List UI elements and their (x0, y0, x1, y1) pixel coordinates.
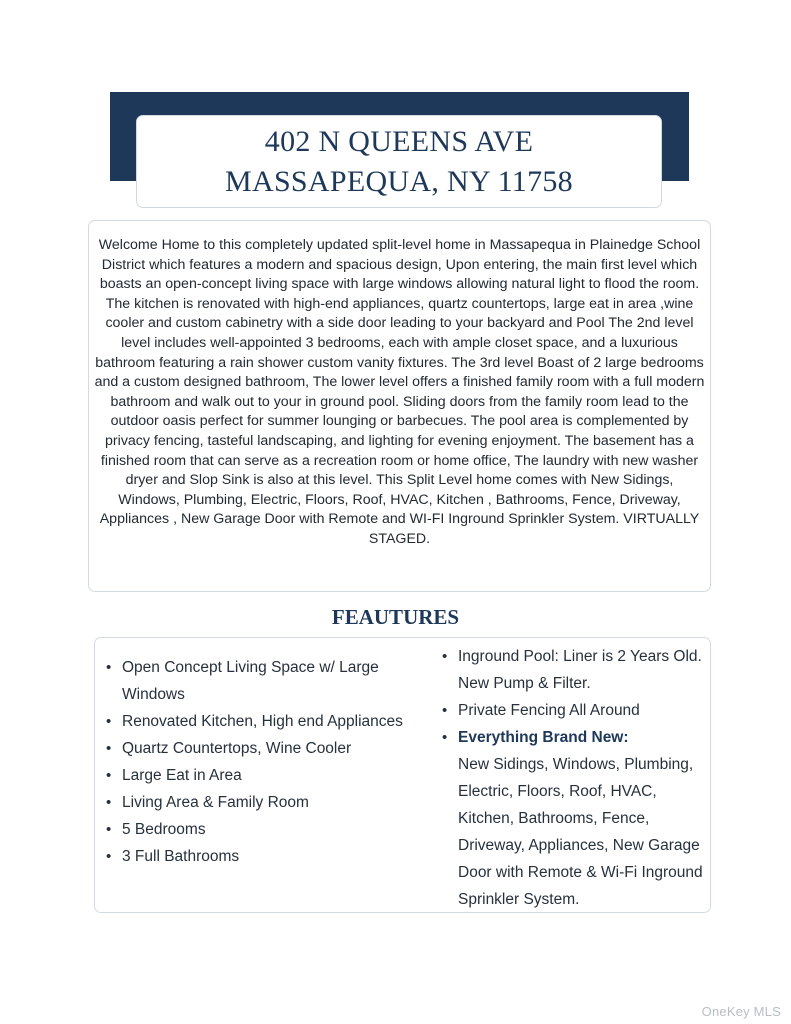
feature-item: • Living Area & Family Room (106, 789, 406, 816)
description-card (88, 220, 711, 592)
features-title: FEAUTURES (331, 605, 460, 629)
feature-item-brand-new (442, 724, 707, 913)
feature-item: • Inground Pool: Liner is 2 Years Old. New Pump & Filter. (442, 643, 707, 697)
address-street: 402 N QUEENS AVE (264, 125, 534, 158)
feature-item: • Renovated Kitchen, High end Appliances (106, 708, 406, 735)
feature-item: • Private Fencing All Around (442, 697, 707, 724)
feature-item: • Quartz Countertops, Wine Cooler (106, 735, 406, 762)
features-left-list (106, 654, 406, 870)
features-right-list (442, 643, 707, 913)
description-text: Welcome Home to this completely updated split-level home in Massapequa in Plainedge School District which features a modern and spacious design, Upon entering, the main first level which boasts an open-concept living space with large windows allowing natural light to flood the room. The kitchen is renovated with high-end appliances, quartz countertops, large eat in area ,wine cooler and custom cabinetry with a side door leading to your backyard and Pool The 2nd level level includes well-appointed 3 bedrooms, each with ample closet space, and a luxurious bathroom featuring a rain shower custom vanity fixtures. The 3rd level Boast of 2 large bedrooms and a custom designed bathroom, The lower level offers a finished family room with a full modern bathroom and walk out to your in ground pool. Sliding doors from the family room lead to the outdoor oasis perfect for summer lounging or barbecues. The pool area is complemented by privacy fencing, tasteful landscaping, and lighting for evening enjoyment. The basement has a finished room that can serve as a recreation room or home office, The laundry with new washer dryer and Slop Sink is also at this level. This Split Level home comes with New Sidings, Windows, Plumbing, Electric, Floors, Roof, HVAC, Kitchen , Bathrooms, Fence, Driveway, Appliances , New Garage Door with Remote and WI-FI Inground Sprinkler System. VIRTUALLY STAGED. (94, 237, 705, 547)
brand-new-text: New Sidings, Windows, Plumbing, Electric, Floors, Roof, HVAC, Kitchen, Bathrooms, Fence, Driveway, Appliances, New Garage Door with Remote & Wi-Fi Inground Sprinkler System. (458, 756, 703, 908)
watermark: OneKey MLS (701, 1004, 781, 1019)
feature-item: • Large Eat in Area (106, 762, 406, 789)
brand-new-label: Everything Brand New: (458, 729, 629, 746)
address-card (136, 115, 662, 208)
address-city: MASSAPEQUA, NY 11758 (225, 165, 573, 198)
feature-item: • 3 Full Bathrooms (106, 843, 406, 870)
feature-item: • 5 Bedrooms (106, 816, 406, 843)
feature-item: • Open Concept Living Space w/ Large Windows (106, 654, 406, 708)
